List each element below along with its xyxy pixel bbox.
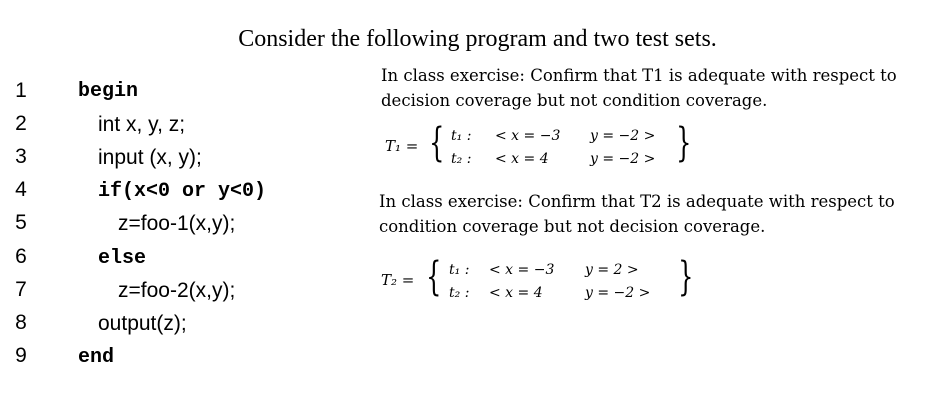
t2-row2-y: y = −2 > [585, 285, 651, 301]
t2-row1-name: t₁ : [449, 262, 470, 278]
line-number: 2 [15, 112, 27, 135]
code-line-begin: begin [78, 80, 139, 103]
t1-row1-x: < x = −3 [495, 128, 561, 144]
t1-row2-x: < x = 4 [495, 151, 549, 167]
t2-row2-x: < x = 4 [489, 285, 543, 301]
page-title: Consider the following program and two test sets. [238, 26, 717, 52]
t2-row1-y: y = 2 > [585, 262, 639, 278]
line-number: 4 [15, 178, 27, 201]
t1-row2-name: t₂ : [451, 151, 472, 167]
right-brace-icon: } [676, 120, 692, 166]
t2-row1-x: < x = −3 [489, 262, 555, 278]
left-brace-icon: { [429, 120, 445, 166]
t1-row2-y: y = −2 > [590, 151, 656, 167]
line-number: 3 [15, 145, 27, 168]
test-set-t2 [381, 254, 701, 304]
t2-row2-name: t₂ : [449, 285, 470, 301]
exercise-2-text: In class exercise: Confirm that T2 is adequate with respect to condition coverage but not decision coverage. [379, 192, 895, 236]
code-line-foo1: z=foo-1(x,y); [118, 212, 236, 235]
t1-label: T₁ = [385, 137, 419, 155]
line-number: 5 [15, 211, 27, 234]
exercise-1-text: In class exercise: Confirm that T1 is adequate with respect to decision coverage but not condition coverage. [381, 66, 897, 110]
right-brace-icon: } [678, 254, 694, 300]
line-number: 6 [15, 245, 27, 268]
code-line-if: if(x<0 or y<0) [98, 180, 267, 203]
code-line-else: else [98, 247, 147, 270]
line-number: 8 [15, 311, 27, 334]
code-line-end: end [78, 346, 115, 369]
test-set-t1 [385, 120, 705, 170]
line-number: 1 [15, 79, 27, 102]
code-line-input: input (x, y); [98, 146, 202, 169]
t1-row1-y: y = −2 > [590, 128, 656, 144]
code-line-declaration: int x, y, z; [98, 113, 186, 136]
t2-label: T₂ = [381, 271, 415, 289]
t1-row1-name: t₁ : [451, 128, 472, 144]
left-brace-icon: { [426, 254, 442, 300]
code-line-output: output(z); [98, 312, 187, 335]
code-line-foo2: z=foo-2(x,y); [118, 279, 236, 302]
line-number: 7 [15, 278, 27, 301]
line-number: 9 [15, 344, 27, 367]
